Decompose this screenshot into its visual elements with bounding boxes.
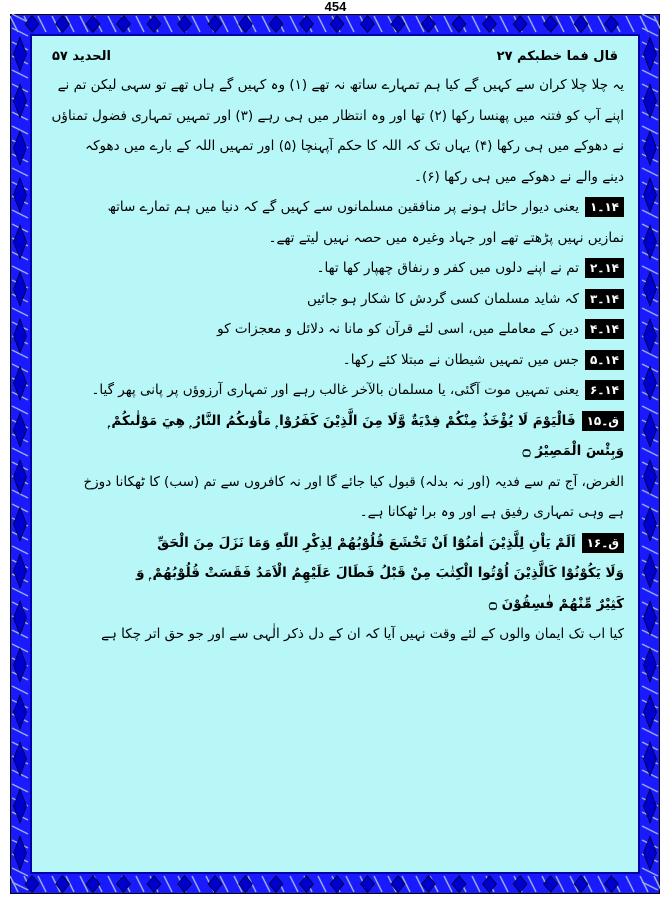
- line-text: دین کے معاملے میں، اسی لئے قرآن کو مانا نہ دلائل و معجزات کو: [217, 321, 579, 337]
- border-stripe: [346, 876, 354, 892]
- border-diamond: [644, 648, 657, 682]
- border-diamond: [544, 876, 558, 893]
- border-stripe: [642, 308, 658, 316]
- border-stripe: [12, 686, 28, 694]
- border-stripe: [12, 448, 28, 456]
- note-line: [46, 253, 624, 284]
- border-diamond: [644, 413, 657, 447]
- page-content: [30, 34, 640, 874]
- page-header: [52, 48, 618, 66]
- border-diamond: [644, 554, 657, 588]
- line-text: نے دھوکے میں ہی رکھا (۴) یہاں تک کہ اللہ کا حکم آپہنچا (۵) اور تمہیں اللہ کے بارے میں دھوکہ: [85, 138, 624, 154]
- border-stripe: [164, 16, 172, 32]
- border-diamond: [86, 876, 100, 893]
- chapter-title: قال فما خطبکم ۲۷: [496, 49, 618, 64]
- note-line: [46, 192, 624, 223]
- border-stripe: [374, 876, 382, 892]
- border-diamond: [644, 695, 657, 729]
- border-diamond: [452, 876, 466, 893]
- verse-tag: ۱۴۔۳: [585, 289, 624, 309]
- border-stripe: [136, 876, 144, 892]
- line-text: یعنی دیوار حائل ہونے پر منافقین مسلمانوں سے کہیں گے کہ دنیا میں ہم تمارے ساتھ: [107, 199, 579, 215]
- border-stripe: [108, 16, 116, 32]
- border-stripe: [642, 448, 658, 456]
- border-stripe: [642, 588, 658, 596]
- line-text: فَالْيَوْمَ لَا يُؤْخَذُ مِنْكُمْ فِدْيَةٌ وَّلَا مِنَ الَّذِيْنَ كَفَرُوْا ۭ مَاْوٰىكُمُ النَّارُ ۭ هِيَ مَوْلٰىكُمْ ۭ: [108, 412, 576, 429]
- line-text: اپنے آپ کو فتنہ میں پھنسا رکھا (۲) تھا اور وہ انتظار میں ہی رہے (۳) اور تمہیں تمہاری فضول تمناؤں: [51, 107, 624, 124]
- border-diamond: [269, 16, 283, 33]
- line-text: وَبِئْسَ الْمَصِيْرُ ۝: [522, 443, 624, 459]
- text-line: [46, 101, 624, 132]
- border-diamond: [14, 554, 27, 588]
- border-diamond: [361, 876, 375, 893]
- border-stripe: [472, 16, 480, 32]
- note-line: [46, 345, 624, 376]
- border-diamond: [86, 16, 100, 33]
- border-diamond: [452, 16, 466, 33]
- border-stripe: [318, 876, 326, 892]
- border-diamond: [483, 16, 497, 33]
- border-diamond: [574, 16, 588, 33]
- border-stripe: [472, 876, 480, 892]
- line-text: یہ چلا چلا کران سے کہیں گے کیا ہم تمہارے ساتھ نہ تھے (۱) وہ کہیں گے ہاں تھے تو سہی لیکن تم نے: [57, 77, 624, 93]
- line-text: اَلَمْ يَاْنِ لِلَّذِيْنَ اٰمَنُوْٓا اَنْ تَخْشَعَ قُلُوْبُهُمْ لِذِكْرِ اللّٰهِ وَمَا نَزَلَ مِنَ الْحَقِّ: [157, 534, 576, 551]
- border-stripe: [444, 16, 452, 32]
- text-body: [46, 70, 624, 650]
- verse-tag: ق۔۱۶: [582, 533, 624, 553]
- border-diamond: [208, 16, 222, 33]
- border-stripe: [642, 28, 658, 36]
- border-diamond: [208, 876, 222, 893]
- border-stripe: [500, 16, 508, 32]
- line-text: الغرض، آج تم سے فدیہ (اور نہ بدلہ) قبول کیا جائے گا اور نہ کافروں سے تم (سب) کا ٹھکانا دوزخ: [83, 473, 624, 490]
- border-stripe: [136, 16, 144, 32]
- border-stripe: [642, 686, 658, 694]
- line-text: یعنی تمہیں موت آگئی، یا مسلمان بالآخر غالب رہے اور تمہاری آرزوؤں پر پانی پھر گیا۔: [91, 382, 579, 398]
- border-stripe: [346, 16, 354, 32]
- border-diamond: [147, 16, 161, 33]
- verse-tag: ۱۴۔۶: [585, 380, 624, 400]
- border-stripe: [374, 16, 382, 32]
- border-diamond: [14, 37, 27, 71]
- border-diamond: [544, 16, 558, 33]
- border-diamond: [644, 601, 657, 635]
- verse-tag: ۱۴۔۱: [585, 197, 624, 217]
- border-diamond: [269, 876, 283, 893]
- text-line: [46, 467, 624, 498]
- verse-tag: ۱۴۔۴: [585, 319, 624, 339]
- line-text: وَلَا يَكُوْنُوْا كَالَّذِيْنَ اُوْتُوا الْكِتٰبَ مِنْ قَبْلُ فَطَالَ عَلَيْهِمُ الْاَمَدُ فَقَسَتْ قُلُوْبُهُمْ ۭ وَ: [136, 565, 624, 581]
- border-stripe: [12, 308, 28, 316]
- border-diamond: [14, 413, 27, 447]
- quran-verse-line: [46, 589, 624, 620]
- border-diamond: [14, 601, 27, 635]
- border-diamond: [605, 876, 619, 893]
- border-stripe: [642, 546, 658, 554]
- text-line: [46, 497, 624, 528]
- border-stripe: [626, 16, 634, 32]
- border-diamond: [605, 16, 619, 33]
- border-stripe: [318, 16, 326, 32]
- note-line: [46, 284, 624, 315]
- verse-tag: ۱۴۔۵: [585, 350, 624, 370]
- quran-verse-line: [46, 528, 624, 559]
- border-diamond: [361, 16, 375, 33]
- line-text: كَثِيْرٌ مِّنْهُمْ فٰسِقُوْنَ ۝: [489, 595, 624, 612]
- border-stripe: [290, 876, 298, 892]
- note-line: [46, 375, 624, 406]
- quran-verse-line: [46, 406, 624, 437]
- border-stripe: [500, 876, 508, 892]
- border-diamond: [330, 16, 344, 33]
- note-line: [46, 314, 624, 345]
- border-stripe: [626, 876, 634, 892]
- line-text: جس میں تمہیں شیطان نے مبتلا کئے رکھا۔: [342, 351, 579, 368]
- line-text: ہے وہی تمہاری رفیق ہے اور وہ برا ٹھکانا ہے۔: [359, 504, 624, 520]
- border-stripe: [642, 168, 658, 176]
- line-text: کہ شاید مسلمان کسی گردش کا شکار ہو جائیں: [306, 290, 579, 307]
- border-diamond: [644, 507, 657, 541]
- border-stripe: [12, 826, 28, 834]
- border-diamond: [574, 876, 588, 893]
- border-diamond: [644, 37, 657, 71]
- line-text: کیا اب تک ایمان والوں کے لئے وقت نہیں آیا کہ ان کے دل ذکر الٰہی سے اور جو حق اتر چکا ہے: [101, 626, 624, 642]
- border-stripe: [12, 168, 28, 176]
- border-stripe: [290, 16, 298, 32]
- line-text: نمازیں نہیں پڑھتے تھے اور جہاد وغیرہ میں حصہ نہیں لیتے تھے۔: [268, 229, 624, 246]
- surah-title: الحدید ۵۷: [52, 49, 112, 64]
- quran-verse-line: [46, 436, 624, 467]
- border-diamond: [14, 648, 27, 682]
- border-diamond: [14, 507, 27, 541]
- border-stripe: [12, 546, 28, 554]
- line-text: دینے والے نے دھوکے میں ہی رکھا (۶)۔: [414, 168, 624, 185]
- text-line: [46, 162, 624, 193]
- border-diamond: [25, 16, 39, 33]
- text-line: [46, 131, 624, 162]
- border-diamond: [14, 460, 27, 494]
- line-text: تم نے اپنے دلوں میں کفر و رنفاق چھپار کھا تھا۔: [316, 260, 579, 276]
- border-stripe: [108, 876, 116, 892]
- border-stripe: [444, 876, 452, 892]
- border-stripe: [12, 28, 28, 36]
- text-line: [46, 619, 624, 650]
- border-diamond: [330, 876, 344, 893]
- border-stripe: [192, 16, 200, 32]
- border-diamond: [14, 695, 27, 729]
- quran-verse-line: [46, 558, 624, 589]
- verse-tag: ق۔۱۵: [582, 411, 624, 431]
- page-number: 454: [324, 0, 347, 14]
- text-line: [46, 70, 624, 101]
- border-stripe: [528, 876, 536, 892]
- border-stripe: [164, 876, 172, 892]
- border-stripe: [654, 16, 660, 32]
- note-line: [46, 223, 624, 254]
- border-stripe: [642, 826, 658, 834]
- border-diamond: [644, 460, 657, 494]
- border-stripe: [192, 876, 200, 892]
- border-diamond: [147, 876, 161, 893]
- border-diamond: [483, 876, 497, 893]
- verse-tag: ۱۴۔۲: [585, 258, 624, 278]
- border-stripe: [528, 16, 536, 32]
- border-stripe: [12, 588, 28, 596]
